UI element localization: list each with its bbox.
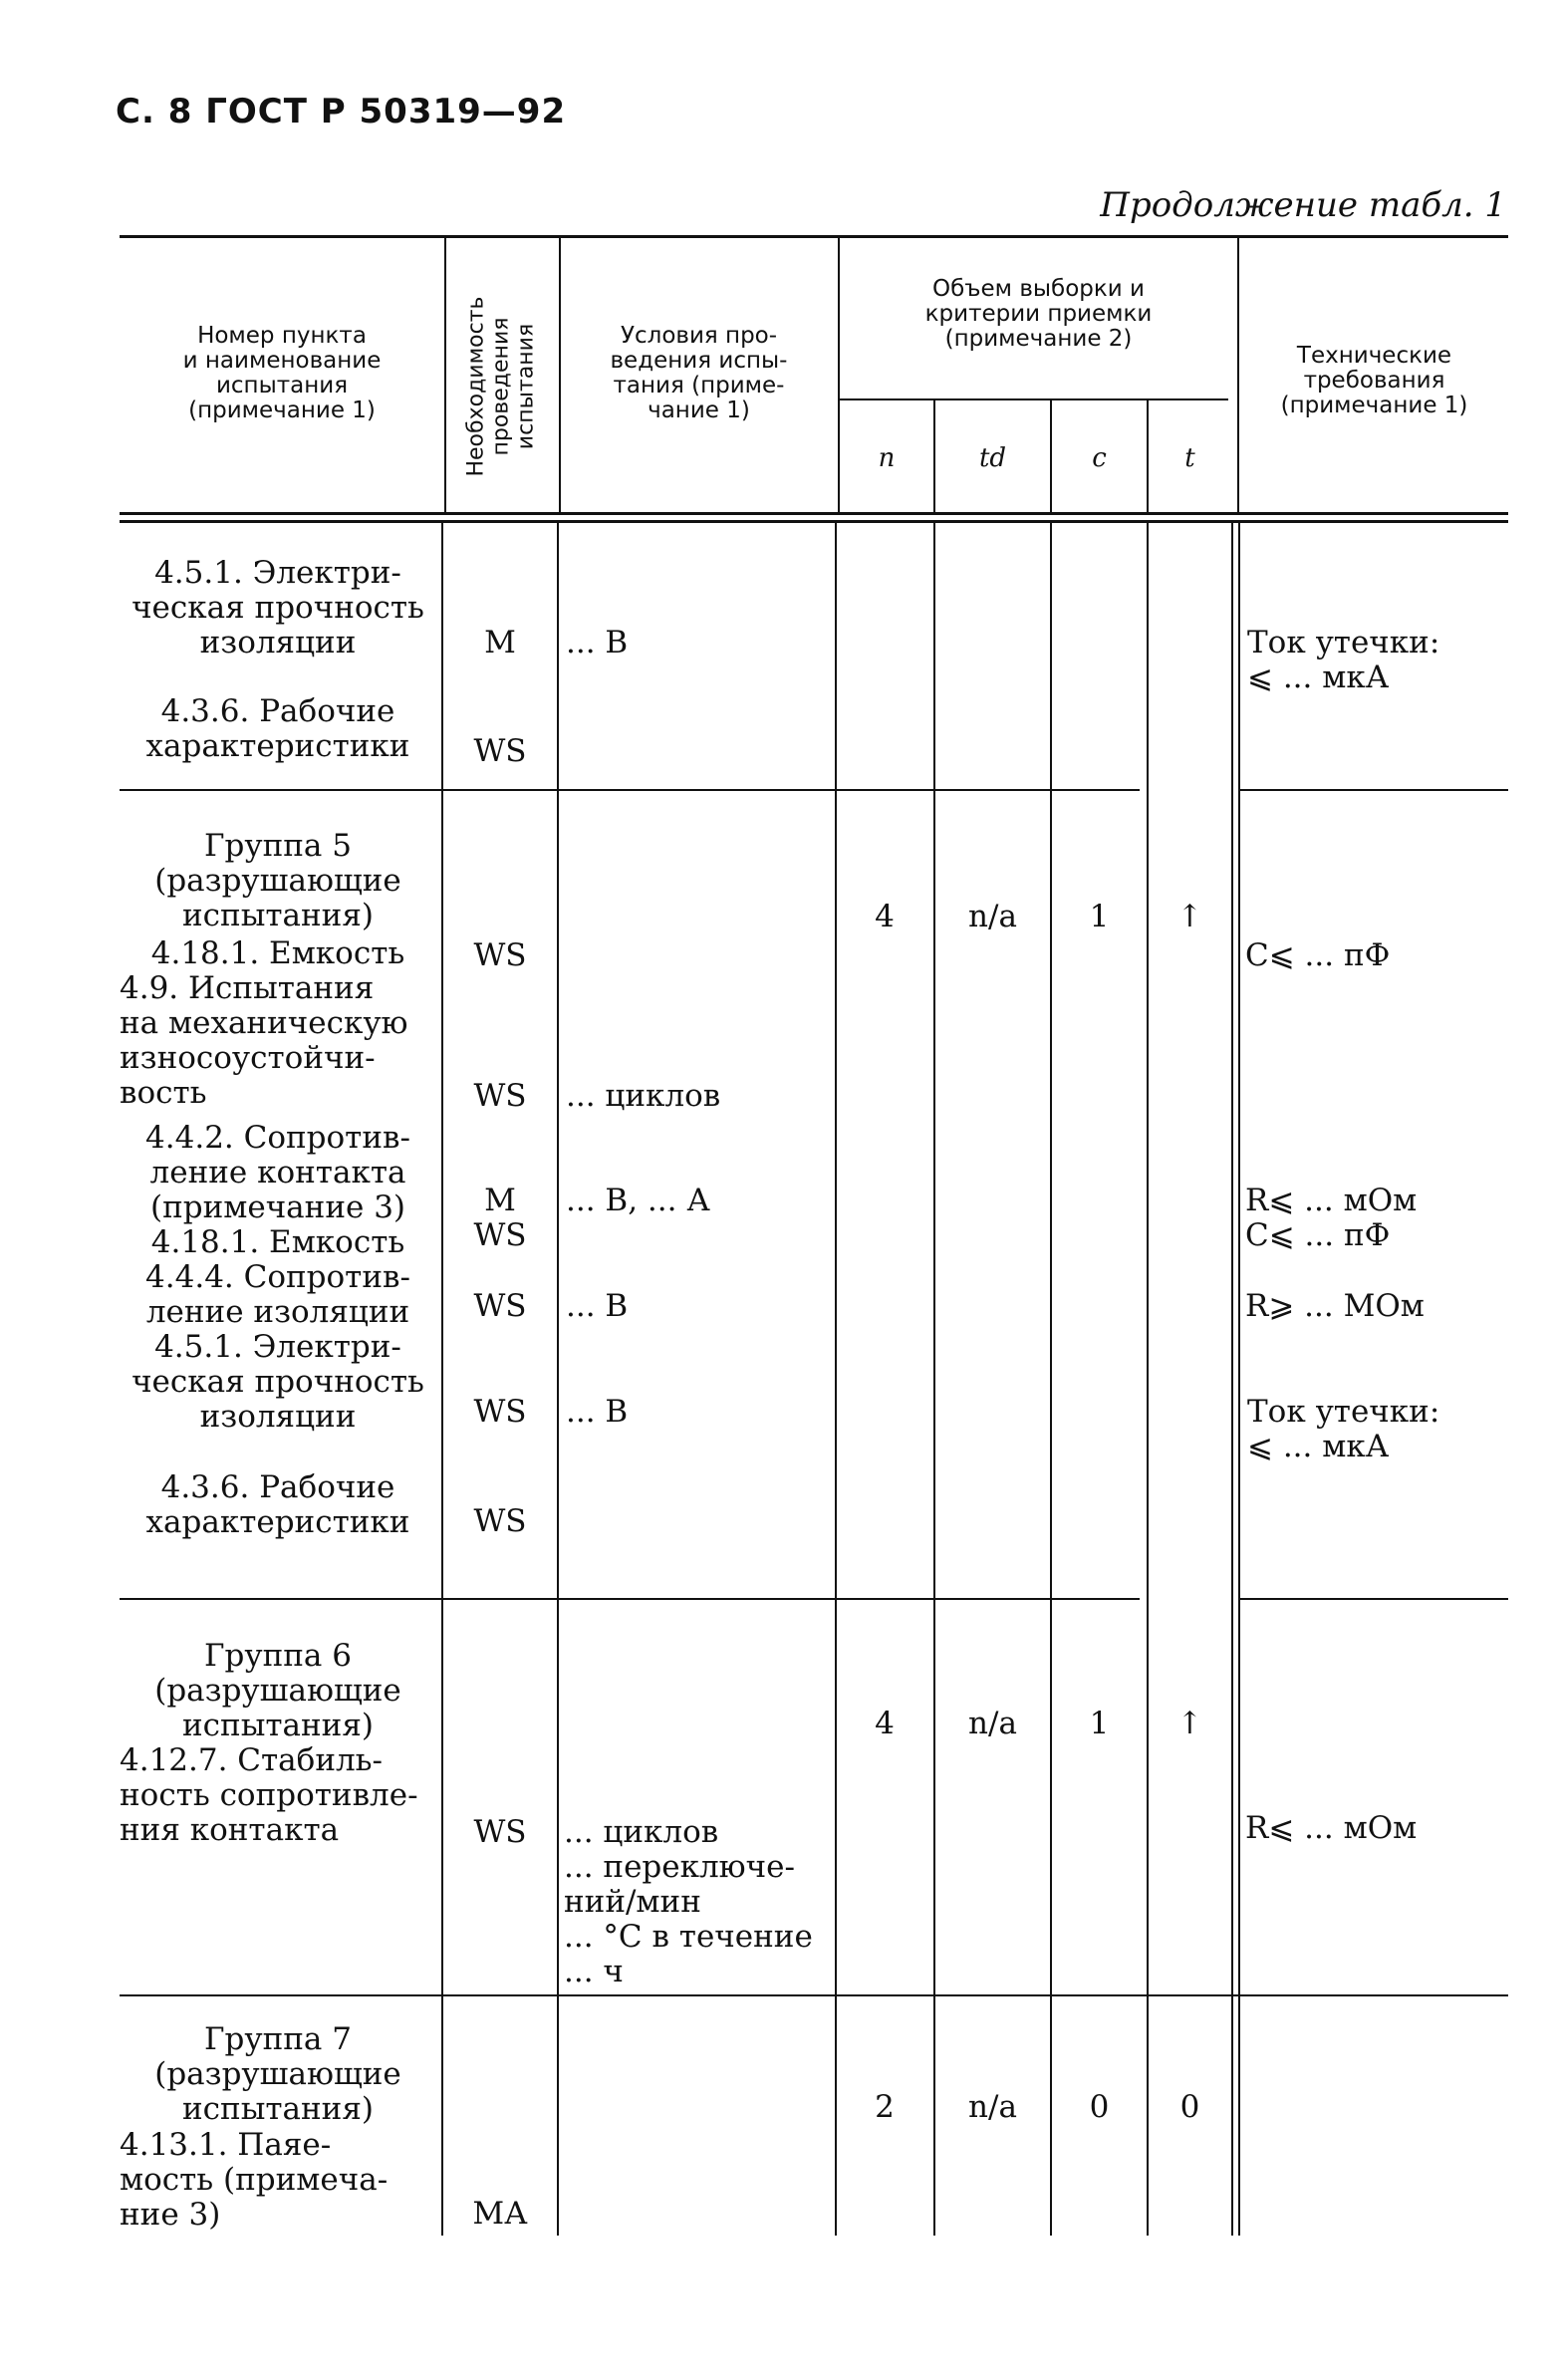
block2-req1: C⩽ ... пФ xyxy=(1245,937,1391,973)
body-col-divider-n xyxy=(933,522,935,2236)
block3-req1: R⩽ ... мОм xyxy=(1245,1810,1418,1846)
block3-td: n/a xyxy=(968,1706,1017,1741)
table-continuation-label: Продолжение табл. 1 xyxy=(1100,185,1506,225)
block2-item7: 4.3.6. Рабочие характеристики xyxy=(145,1469,410,1540)
col-divider-4 xyxy=(1237,237,1239,514)
block2-nec5: WS xyxy=(473,1288,527,1324)
body-col-divider-2 xyxy=(557,522,559,2236)
body-col-divider-t-right xyxy=(1231,522,1233,2236)
block3-group: Группа 6 (разрушающие испытания) xyxy=(154,1638,401,1743)
block2-nec4: WS xyxy=(473,1217,527,1253)
block3-cond1: ... циклов ... переключе- ний/мин ... °С в течение ... ч xyxy=(564,1814,813,1989)
block-divider-1b xyxy=(1239,789,1508,791)
header-t: t xyxy=(1184,443,1195,473)
subheader-rule xyxy=(840,398,1228,400)
block2-item3: 4.4.2. Сопротив- ление контакта (примечание 3) xyxy=(145,1120,410,1225)
header-requirements: Технические требования (примечание 1) xyxy=(1280,343,1468,418)
header-conditions: Условия про- ведения испы- тания (приме- чание 1) xyxy=(610,323,788,423)
block1-cond-a: ... В xyxy=(566,625,629,661)
block2-nec6: WS xyxy=(473,1394,527,1430)
block4-nec1: МА xyxy=(472,2196,528,2232)
block4-group: Группа 7 (разрушающие испытания) xyxy=(154,2021,401,2127)
block3-item1: 4.12.7. Стабиль- ность сопротивле- ния контакта xyxy=(120,1742,418,1848)
block-divider-2b xyxy=(1239,1598,1508,1600)
header-item: Номер пункта и наименование испытания (примечание 1) xyxy=(182,323,382,423)
block2-c: 1 xyxy=(1089,899,1110,934)
block1-nec-b: WS xyxy=(473,733,527,769)
table-top-rule xyxy=(120,235,1508,238)
block2-item2: 4.9. Испытания на механическую износоустойчи- вость xyxy=(120,970,408,1111)
body-col-divider-3 xyxy=(835,522,837,2236)
block2-nec7: WS xyxy=(473,1503,527,1539)
block2-req4: C⩽ ... пФ xyxy=(1245,1217,1391,1253)
block4-c: 0 xyxy=(1089,2089,1110,2125)
block3-t: ↑ xyxy=(1176,1706,1203,1741)
block1-item-a: 4.5.1. Электри- ческая прочность изоляции xyxy=(131,555,424,661)
block2-nec1: WS xyxy=(473,937,527,973)
block2-item6: 4.5.1. Электри- ческая прочность изоляции xyxy=(131,1329,424,1435)
block3-n: 4 xyxy=(875,1706,895,1741)
block2-cond6: ... В xyxy=(566,1394,629,1430)
header-sample-group: Объем выборки и критерии приемки (примечание 2) xyxy=(924,276,1153,352)
block3-c: 1 xyxy=(1089,1706,1110,1741)
body-col-divider-1 xyxy=(441,522,443,2236)
block2-n: 4 xyxy=(875,899,895,934)
block2-t: ↑ xyxy=(1176,899,1203,934)
page-header: С. 8 ГОСТ Р 50319—92 xyxy=(116,92,567,132)
block4-n: 2 xyxy=(875,2089,895,2125)
block2-req6: Ток утечки: ⩽ ... мкА xyxy=(1247,1394,1440,1464)
block4-t: 0 xyxy=(1179,2089,1200,2125)
block1-item-b: 4.3.6. Рабочие характеристики xyxy=(145,693,410,764)
block1-req-a: Ток утечки: ⩽ ... мкА xyxy=(1247,625,1440,695)
block2-nec2: WS xyxy=(473,1078,527,1114)
block2-cond5: ... В xyxy=(566,1288,629,1324)
block-divider-1 xyxy=(120,789,1140,791)
block3-nec1: WS xyxy=(473,1814,527,1850)
block1-nec-a: М xyxy=(484,625,516,661)
block4-td: n/a xyxy=(968,2089,1017,2125)
header-bottom-rule-2 xyxy=(120,520,1508,523)
header-bottom-rule xyxy=(120,512,1508,515)
block-divider-3 xyxy=(120,1994,1508,1996)
header-c: c xyxy=(1092,443,1107,473)
block2-item5: 4.4.4. Сопротив- ление изоляции xyxy=(145,1259,410,1330)
body-col-divider-4 xyxy=(1238,522,1240,2236)
block2-item4: 4.18.1. Емкость xyxy=(150,1224,405,1260)
block2-group: Группа 5 (разрушающие испытания) xyxy=(154,828,401,933)
block2-cond3: ... В, ... А xyxy=(566,1183,710,1218)
block2-req5: R⩾ ... МОм xyxy=(1245,1288,1425,1324)
header-n: n xyxy=(878,443,896,473)
header-td: td xyxy=(978,443,1007,473)
block2-cond2: ... циклов xyxy=(566,1078,721,1114)
block4-item1: 4.13.1. Паяе- мость (примеча- ние 3) xyxy=(120,2127,389,2233)
header-necessity: Необходимость проведения испытания xyxy=(463,296,539,477)
block2-td: n/a xyxy=(968,899,1017,934)
block2-req3: R⩽ ... мОм xyxy=(1245,1183,1418,1218)
block-divider-2 xyxy=(120,1598,1140,1600)
body-col-divider-c xyxy=(1147,522,1149,2236)
block2-nec3: М xyxy=(484,1183,516,1218)
body-col-divider-td xyxy=(1050,522,1052,2236)
block2-item1: 4.18.1. Емкость xyxy=(150,935,405,971)
